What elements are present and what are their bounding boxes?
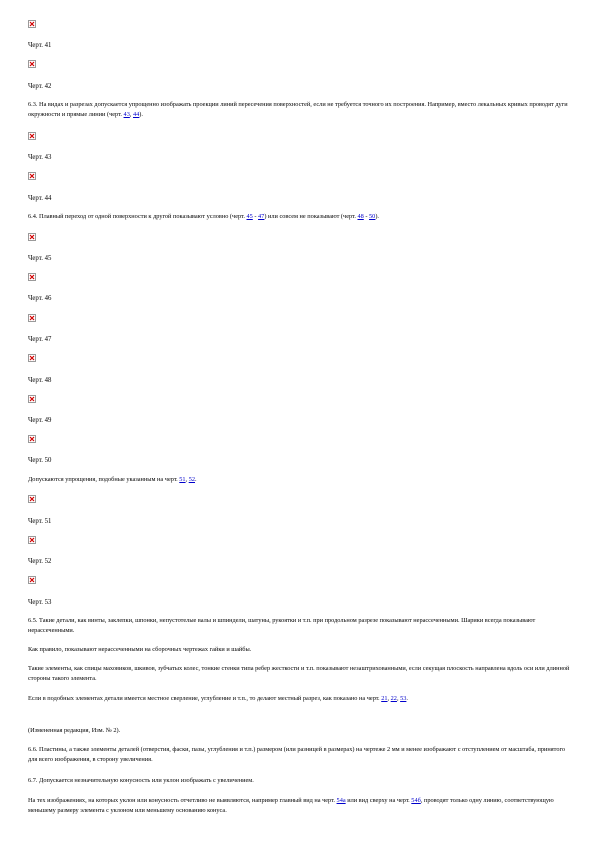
paragraph-text: или вид сверху на черт.: [345, 797, 412, 804]
figure-caption: Черт. 45: [28, 255, 52, 262]
figure-caption: Черт. 42: [28, 83, 52, 90]
paragraph-text: .: [195, 476, 197, 483]
broken-image-icon: [28, 395, 36, 403]
paragraph-6-7-detail: [28, 796, 573, 816]
paragraph-text: ,: [387, 695, 391, 702]
figure-caption: Черт. 51: [28, 518, 52, 525]
broken-image-icon: [28, 172, 36, 180]
figure-caption: Черт. 50: [28, 457, 52, 464]
figure-caption: Черт. 49: [28, 417, 52, 424]
broken-image-icon: [28, 132, 36, 140]
paragraph-text: , проводят только одну линию, соответствующую меньшему размеру элемента с уклоном или меньшему основанию конуса.: [28, 797, 554, 814]
broken-image-icon: [28, 233, 36, 241]
link-chart-54a[interactable]: 54а: [336, 797, 346, 804]
link-chart-45[interactable]: 45: [246, 213, 253, 220]
paragraph-6-5: 6.5. Такие детали, как винты, заклепки, шпонки, непустотелые валы и шпиндели, шатуны, рукоятки и т.п. при продольном разрезе показывают нерассеченными. Шарики всегда показывают нерассеченными.: [28, 617, 536, 634]
link-chart-51[interactable]: 51: [179, 476, 186, 483]
figure-caption: Черт. 53: [28, 599, 52, 606]
paragraph-text: ).: [139, 111, 143, 118]
paragraph-text: На тех изображениях, на которых уклон или конусность отчетливо не выявляются, например главный вид на черт.: [28, 797, 337, 804]
figure-caption: Черт. 47: [28, 336, 52, 343]
paragraph-text: 6.3. На видах и разрезах допускается упрощенно изображать проекции линий пересечения поверхностей, если не требуется точного их построения. Например, вместо лекальных кривых проводят дуги окружности и прямые линии (черт.: [28, 101, 568, 118]
broken-image-icon: [28, 314, 36, 322]
broken-image-icon: [28, 60, 36, 68]
link-chart-43[interactable]: 43: [123, 111, 130, 118]
link-chart-53[interactable]: 53: [400, 695, 407, 702]
paragraph-6-3: [28, 100, 573, 120]
paragraph-6-4: [28, 212, 573, 222]
figure-caption: Черт. 41: [28, 42, 52, 49]
paragraph-6-5-local-section: [28, 694, 573, 704]
revision-note: (Измененная редакция, Изм. № 2).: [28, 727, 121, 734]
paragraph-text: Если в подобных элементах детали имеется местное сверление, углубление и т.п., то делают местный разрез, как показано на черт.: [28, 695, 382, 702]
figure-caption: Черт. 44: [28, 195, 52, 202]
broken-image-icon: [28, 576, 36, 584]
paragraph-6-7: 6.7. Допускается незначительную конусность или уклон изображать с увеличением.: [28, 777, 254, 784]
link-chart-21[interactable]: 21: [381, 695, 388, 702]
link-chart-48[interactable]: 48: [357, 213, 364, 220]
link-chart-47[interactable]: 47: [258, 213, 265, 220]
paragraph-text: ,: [185, 476, 189, 483]
figure-caption: Черт. 43: [28, 154, 52, 161]
paragraph-6-6: 6.6. Пластины, а также элементы деталей (отверстия, фаски, пазы, углубления и т.п.) размером (или разницей в размерах) на чертеже 2 мм и менее изображают с отступлением от масштаба, принятого для всего изображения, в сторону увеличения.: [28, 746, 566, 763]
paragraph-text: ) или совсем не показывают (черт.: [264, 213, 358, 220]
figure-caption: Черт. 52: [28, 558, 52, 565]
broken-image-icon: [28, 495, 36, 503]
broken-image-icon: [28, 20, 36, 28]
link-chart-22[interactable]: 22: [390, 695, 397, 702]
paragraph-text: Допускаются упрощения, подобные указанным на черт.: [28, 476, 180, 483]
link-chart-52[interactable]: 52: [188, 476, 195, 483]
figure-caption: Черт. 46: [28, 295, 52, 302]
link-chart-44[interactable]: 44: [133, 111, 140, 118]
link-chart-54b[interactable]: 54б: [411, 797, 421, 804]
paragraph-6-5-nuts: Как правило, показывают нерассеченными на сборочных чертежах гайки и шайбы.: [28, 646, 252, 653]
paragraph-text: ,: [396, 695, 401, 702]
broken-image-icon: [28, 273, 36, 281]
link-chart-50[interactable]: 50: [369, 213, 376, 220]
paragraph-simplifications: [28, 475, 573, 485]
figure-caption: Черт. 48: [28, 377, 52, 384]
paragraph-text: ,: [129, 111, 133, 118]
paragraph-text: -: [363, 213, 370, 220]
broken-image-icon: [28, 536, 36, 544]
paragraph-text: 6.4. Плавный переход от одной поверхности к другой показывают условно (черт.: [28, 213, 247, 220]
broken-image-icon: [28, 435, 36, 443]
paragraph-text: -: [252, 213, 259, 220]
paragraph-text: .: [406, 695, 408, 702]
broken-image-icon: [28, 354, 36, 362]
paragraph-6-5-elements: Такие элементы, как спицы маховиков, шкивов, зубчатых колес, тонкие стенки типа ребер жесткости и т.п. показывают незаштрихованными, если секущая плоскость направлена вдоль оси или длинной стороны такого элемента.: [28, 665, 570, 682]
paragraph-text: ).: [375, 213, 379, 220]
